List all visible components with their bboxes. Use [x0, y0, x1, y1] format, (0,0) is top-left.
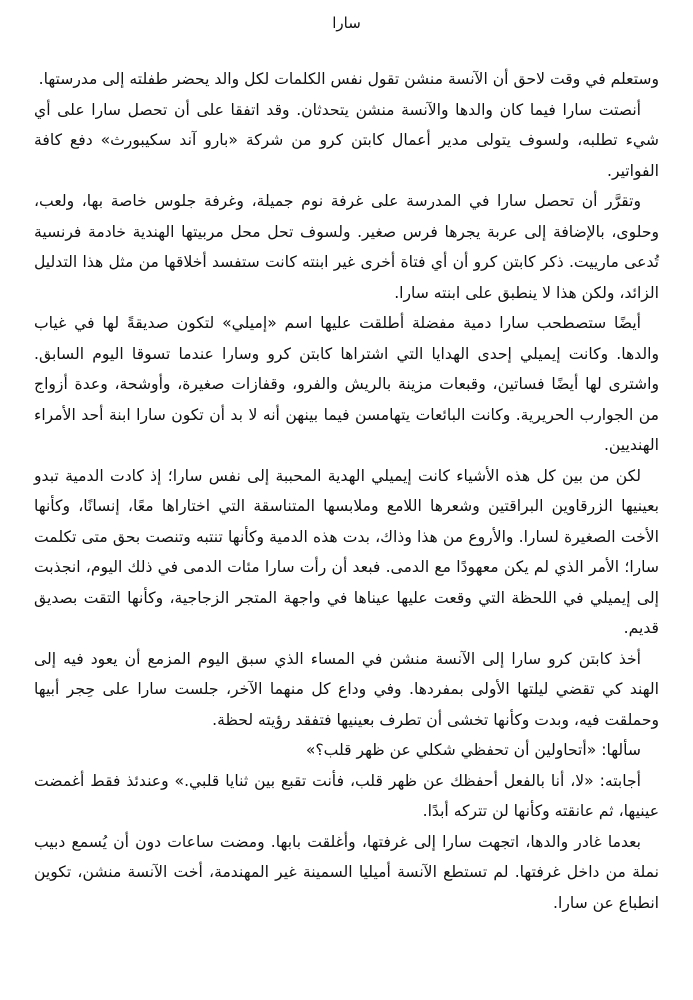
paragraph: أجابته: «لا، أنا بالفعل أحفظك عن ظهر قلب، فأنت تقبع بين ثنايا قلبي.» وعندئذ فقط أغمضت عينيها، ثم عانقته وكأنها لن تتركه أبدًا. [34, 771, 659, 820]
paragraph: أخذ كابتن كرو سارا إلى الآنسة منشن في المساء الذي سبق اليوم المزمع أن يعود فيه إلى الهند كي تقضي ليلتها الأولى بمفردها. وفي وداع كل منهما الآخر، جلست سارا على حِجر أبيها وحملقت فيه، وبدت وكأنها تخشى أن تطرف بعينيها فتفقد رؤيته لحظة. [34, 649, 659, 729]
paragraph: بعدما غادر والدها، اتجهت سارا إلى غرفتها، وأغلقت بابها. ومضت ساعات دون أن يُسمع دبيب نملة من داخل غرفتها. لم تستطع الآنسة أميليا السمينة غير المهندمة، أخت الآنسة منشن، تكوين انطباع عن سارا. [34, 832, 659, 912]
running-header: سارا [332, 14, 361, 32]
body-text [34, 64, 659, 918]
paragraph: وستعلم في وقت لاحق أن الآنسة منشن تقول نفس الكلمات لكل والد يحضر طفلته إلى مدرستها. [38, 70, 659, 88]
paragraph: لكن من بين كل هذه الأشياء كانت إيميلي الهدية المحببة إلى نفس سارا؛ إذ كادت الدمية تبدو بعينيها الزرقاوين البراقتين وشعرها اللامع وملابسها المتناسقة التي اختاراها معًا، إنسانًا، وكأنها الأخت الصغيرة لسارا. والأروع من هذا وذاك، بدت هذه الدمية وكأنها تنتبه وتنصت بحق متى تكلمت سارا؛ الأمر الذي لم يكن معهودًا مع الدمى. فبعد أن رأت سارا مئات الدمى في ذلك اليوم، انجذبت إلى إيميلي في اللحظة التي وقعت عليها عيناها في واجهة المتجر الزجاجية، وكأنها التقت بصديق قديم. [34, 466, 659, 637]
paragraph: أيضًا ستصطحب سارا دمية مفضلة أطلقت عليها اسم «إميلي» لتكون صديقةً لها في غياب والدها. وكانت إيميلي إحدى الهدايا التي اشتراها كابتن كرو وسارا عندما تسوقا اليوم السابق. واشترى لها أيضًا فساتين، وقبعات مزينة بالريش والفرو، وقفازات صغيرة، وأوشحة، وعدة أزواج من الجوارب الحريرية. وكانت البائعات يتهامسن فيما بينهن أنه لا بد أن تكون سارا ابنة أحد الأمراء الهنديين. [34, 314, 659, 454]
paragraph: أنصتت سارا فيما كان والدها والآنسة منشن يتحدثان. وقد اتفقا على أن تحصل سارا على أي شيء تطلبه، ولسوف يتولى مدير أعمال كابتن كرو من شركة «بارو آند سكيبورث» دفع كافة الفواتير. [34, 100, 659, 180]
paragraph: وتقرَّر أن تحصل سارا في المدرسة على غرفة نوم جميلة، وغرفة جلوس خاصة بها، ولعب، وحلوى، بالإضافة إلى عربة يجرها فرس صغير. ولسوف تحل محل مربيتها الهندية خادمة فرنسية تُدعى مارييت. ذكر كابتن كرو أن أي فتاة أخرى غير ابنته كانت ستفسد أخلاقها من مثل هذا التدليل الزائد، ولكن هذا لا ينطبق على ابنته سارا. [34, 192, 659, 302]
paragraph: سألها: «أتحاولين أن تحفظي شكلي عن ظهر قلب؟» [305, 741, 641, 759]
